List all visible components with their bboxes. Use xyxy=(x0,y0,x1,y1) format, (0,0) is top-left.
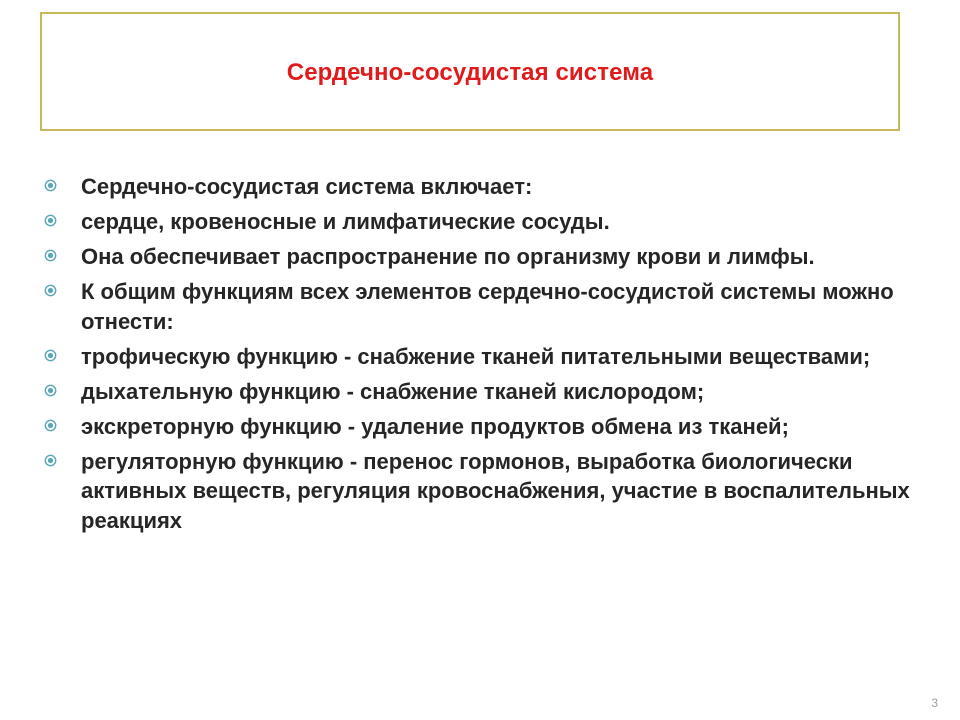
bullet-text: Сердечно-сосудистая система включает: xyxy=(81,174,533,199)
ring-dot-bullet-icon xyxy=(44,214,57,227)
bullet-text: дыхательную функцию - снабжение тканей кислородом; xyxy=(81,378,705,404)
ring-dot-bullet-icon xyxy=(44,179,57,192)
bullet-text: сердце, кровеносные и лимфатические сосуды. xyxy=(81,209,610,234)
bullet-item xyxy=(40,412,920,442)
ring-dot-bullet-icon xyxy=(44,349,57,362)
bullet-item xyxy=(40,447,920,536)
ring-dot-bullet-icon xyxy=(44,454,57,467)
bullet-item xyxy=(40,277,920,336)
bullet-text: экскреторную функцию - удаление продуктов обмена из тканей; xyxy=(81,413,789,439)
page-number: 3 xyxy=(931,696,938,710)
bullet-item xyxy=(40,242,920,272)
ring-dot-bullet-icon xyxy=(44,249,57,262)
bullet-text: Она обеспечивает распространение по организму крови и лимфы. xyxy=(81,244,815,269)
bullet-item xyxy=(40,172,920,202)
ring-dot-bullet-icon xyxy=(44,384,57,397)
bullet-text: трофическую функцию - снабжение тканей питательными веществами; xyxy=(81,343,871,369)
bullet-text: К общим функциям всех элементов сердечно-сосудистой системы можно отнести: xyxy=(81,279,894,334)
bullet-list xyxy=(40,172,920,541)
ring-dot-bullet-icon xyxy=(44,419,57,432)
bullet-item xyxy=(40,342,920,372)
bullet-text: регуляторную функцию - перенос гормонов, выработка биологически активных веществ, регуляция кровоснабжения, участие в воспалительных реакциях xyxy=(81,448,910,533)
bullet-item xyxy=(40,207,920,237)
bullet-item xyxy=(40,377,920,407)
title-frame xyxy=(40,12,900,131)
slide-title: Сердечно-сосудистая система xyxy=(286,58,654,86)
ring-dot-bullet-icon xyxy=(44,284,57,297)
